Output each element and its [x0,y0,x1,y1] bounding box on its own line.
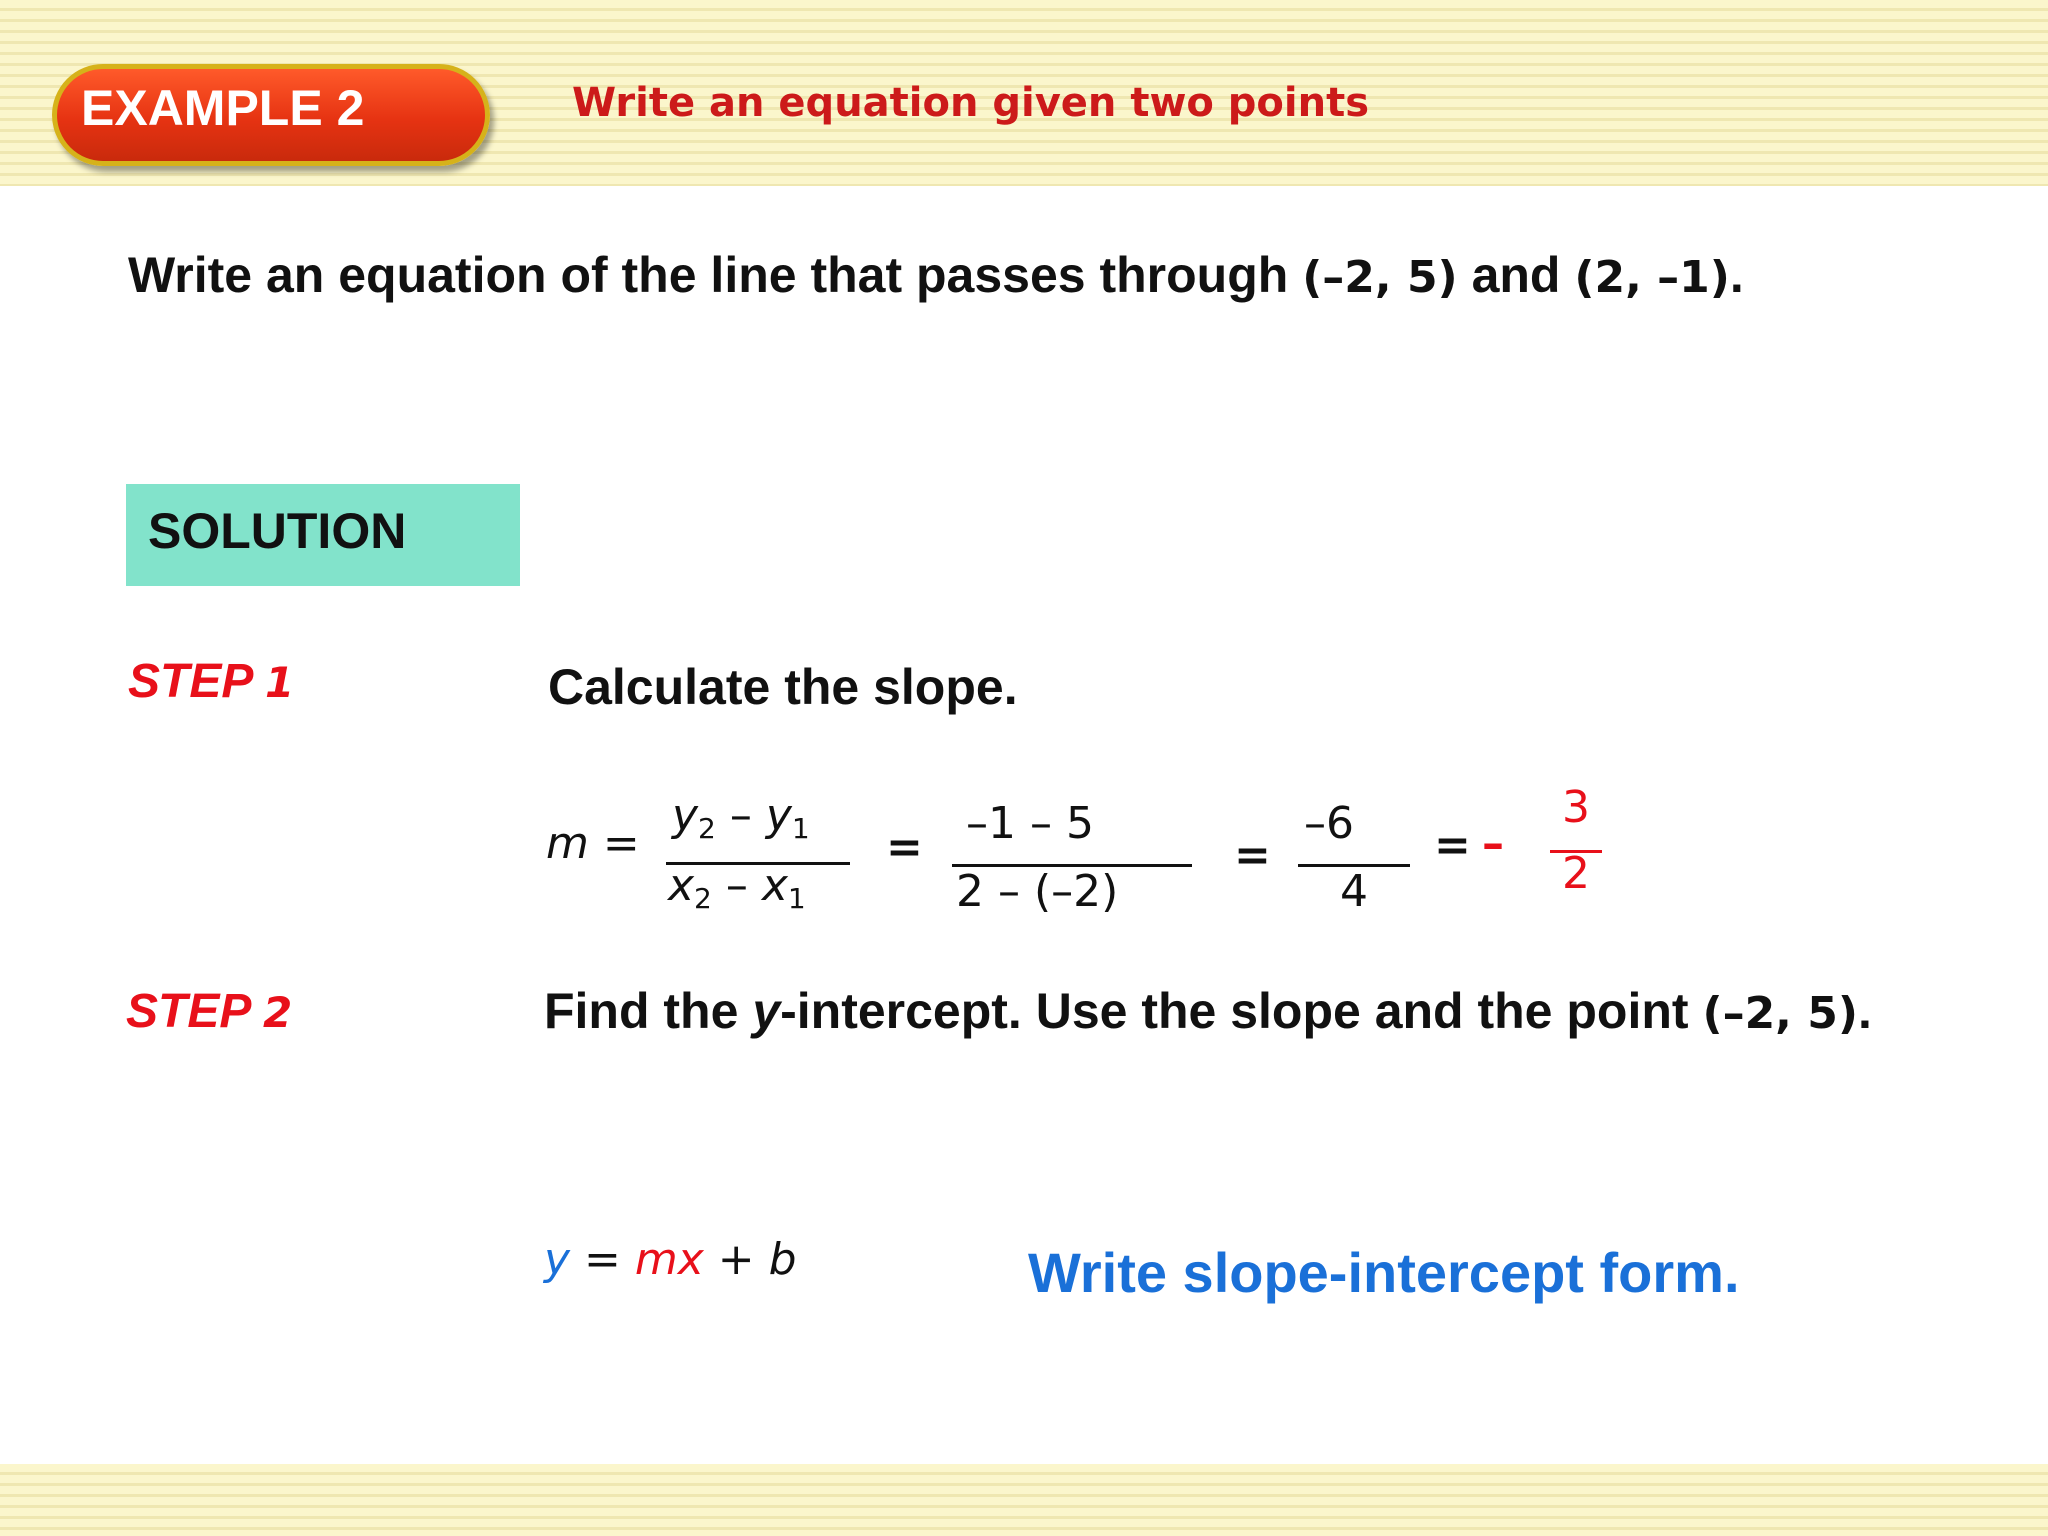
eq-plus: + [703,1234,769,1285]
simplified-denominator: 4 [1340,866,1368,917]
prompt-period: . [1729,247,1744,303]
var-x1: x [761,860,788,911]
prompt-point-2: (2, –1) [1574,252,1730,303]
equals-sign-3: = [1434,820,1471,871]
step-2-word: STEP [126,985,250,1038]
solution-label: SOLUTION [148,503,407,559]
slope-formula-numerator [672,790,810,845]
eq-equals: = [570,1234,635,1285]
step-2-var-y: y [752,983,781,1039]
minus: – [715,790,766,841]
example-badge [52,64,490,166]
step-1-word: STEP [128,655,252,708]
substituted-numerator: –1 – 5 [966,798,1094,849]
prompt-point-1: (–2, 5) [1302,252,1458,303]
slope-lhs: m = [546,818,640,869]
equals-sign-2: = [1234,830,1271,881]
eq-mx: mx [634,1234,704,1285]
example-badge-label: EXAMPLE 2 [81,80,365,136]
sub-1: 1 [787,882,806,915]
negative-sign: – [1482,818,1504,869]
step-2-period: . [1857,983,1872,1039]
var-y1: y [765,790,792,841]
eq-b: b [768,1234,797,1285]
step-1-number: 1 [264,658,295,707]
problem-prompt [128,246,1744,304]
sub-2: 2 [694,882,712,915]
solution-box [126,484,520,586]
step-2-point: (–2, 5) [1702,988,1858,1039]
var-x2: x [668,860,695,911]
slope-intercept-equation [544,1234,797,1285]
step-2-number: 2 [262,988,293,1037]
result-numerator: 3 [1562,782,1590,833]
equals-sign-1: = [886,822,923,873]
slope-formula-denominator [668,860,806,915]
step-2-text-b: -intercept. Use the slope and the point [780,983,1703,1039]
var-y2: y [672,790,699,841]
minus: – [711,860,762,911]
step-2-text-a: Find the [544,983,753,1039]
step-2-label [126,984,292,1039]
simplified-numerator: –6 [1304,798,1354,849]
step-2-text [544,982,1872,1040]
example-title: Write an equation given two points [572,80,1370,126]
footer-band [0,1464,2048,1536]
sub-2: 2 [698,812,716,845]
prompt-conj: and [1471,247,1561,303]
result-denominator: 2 [1562,848,1590,899]
eq-y: y [544,1234,571,1285]
substituted-denominator: 2 – (–2) [956,866,1119,917]
sub-1: 1 [791,812,810,845]
step-2-note: Write slope-intercept form. [1028,1241,1740,1304]
step-1-label [128,654,294,709]
prompt-text: Write an equation of the line that passes through [128,247,1289,303]
step-1-text: Calculate the slope. [548,659,1018,715]
